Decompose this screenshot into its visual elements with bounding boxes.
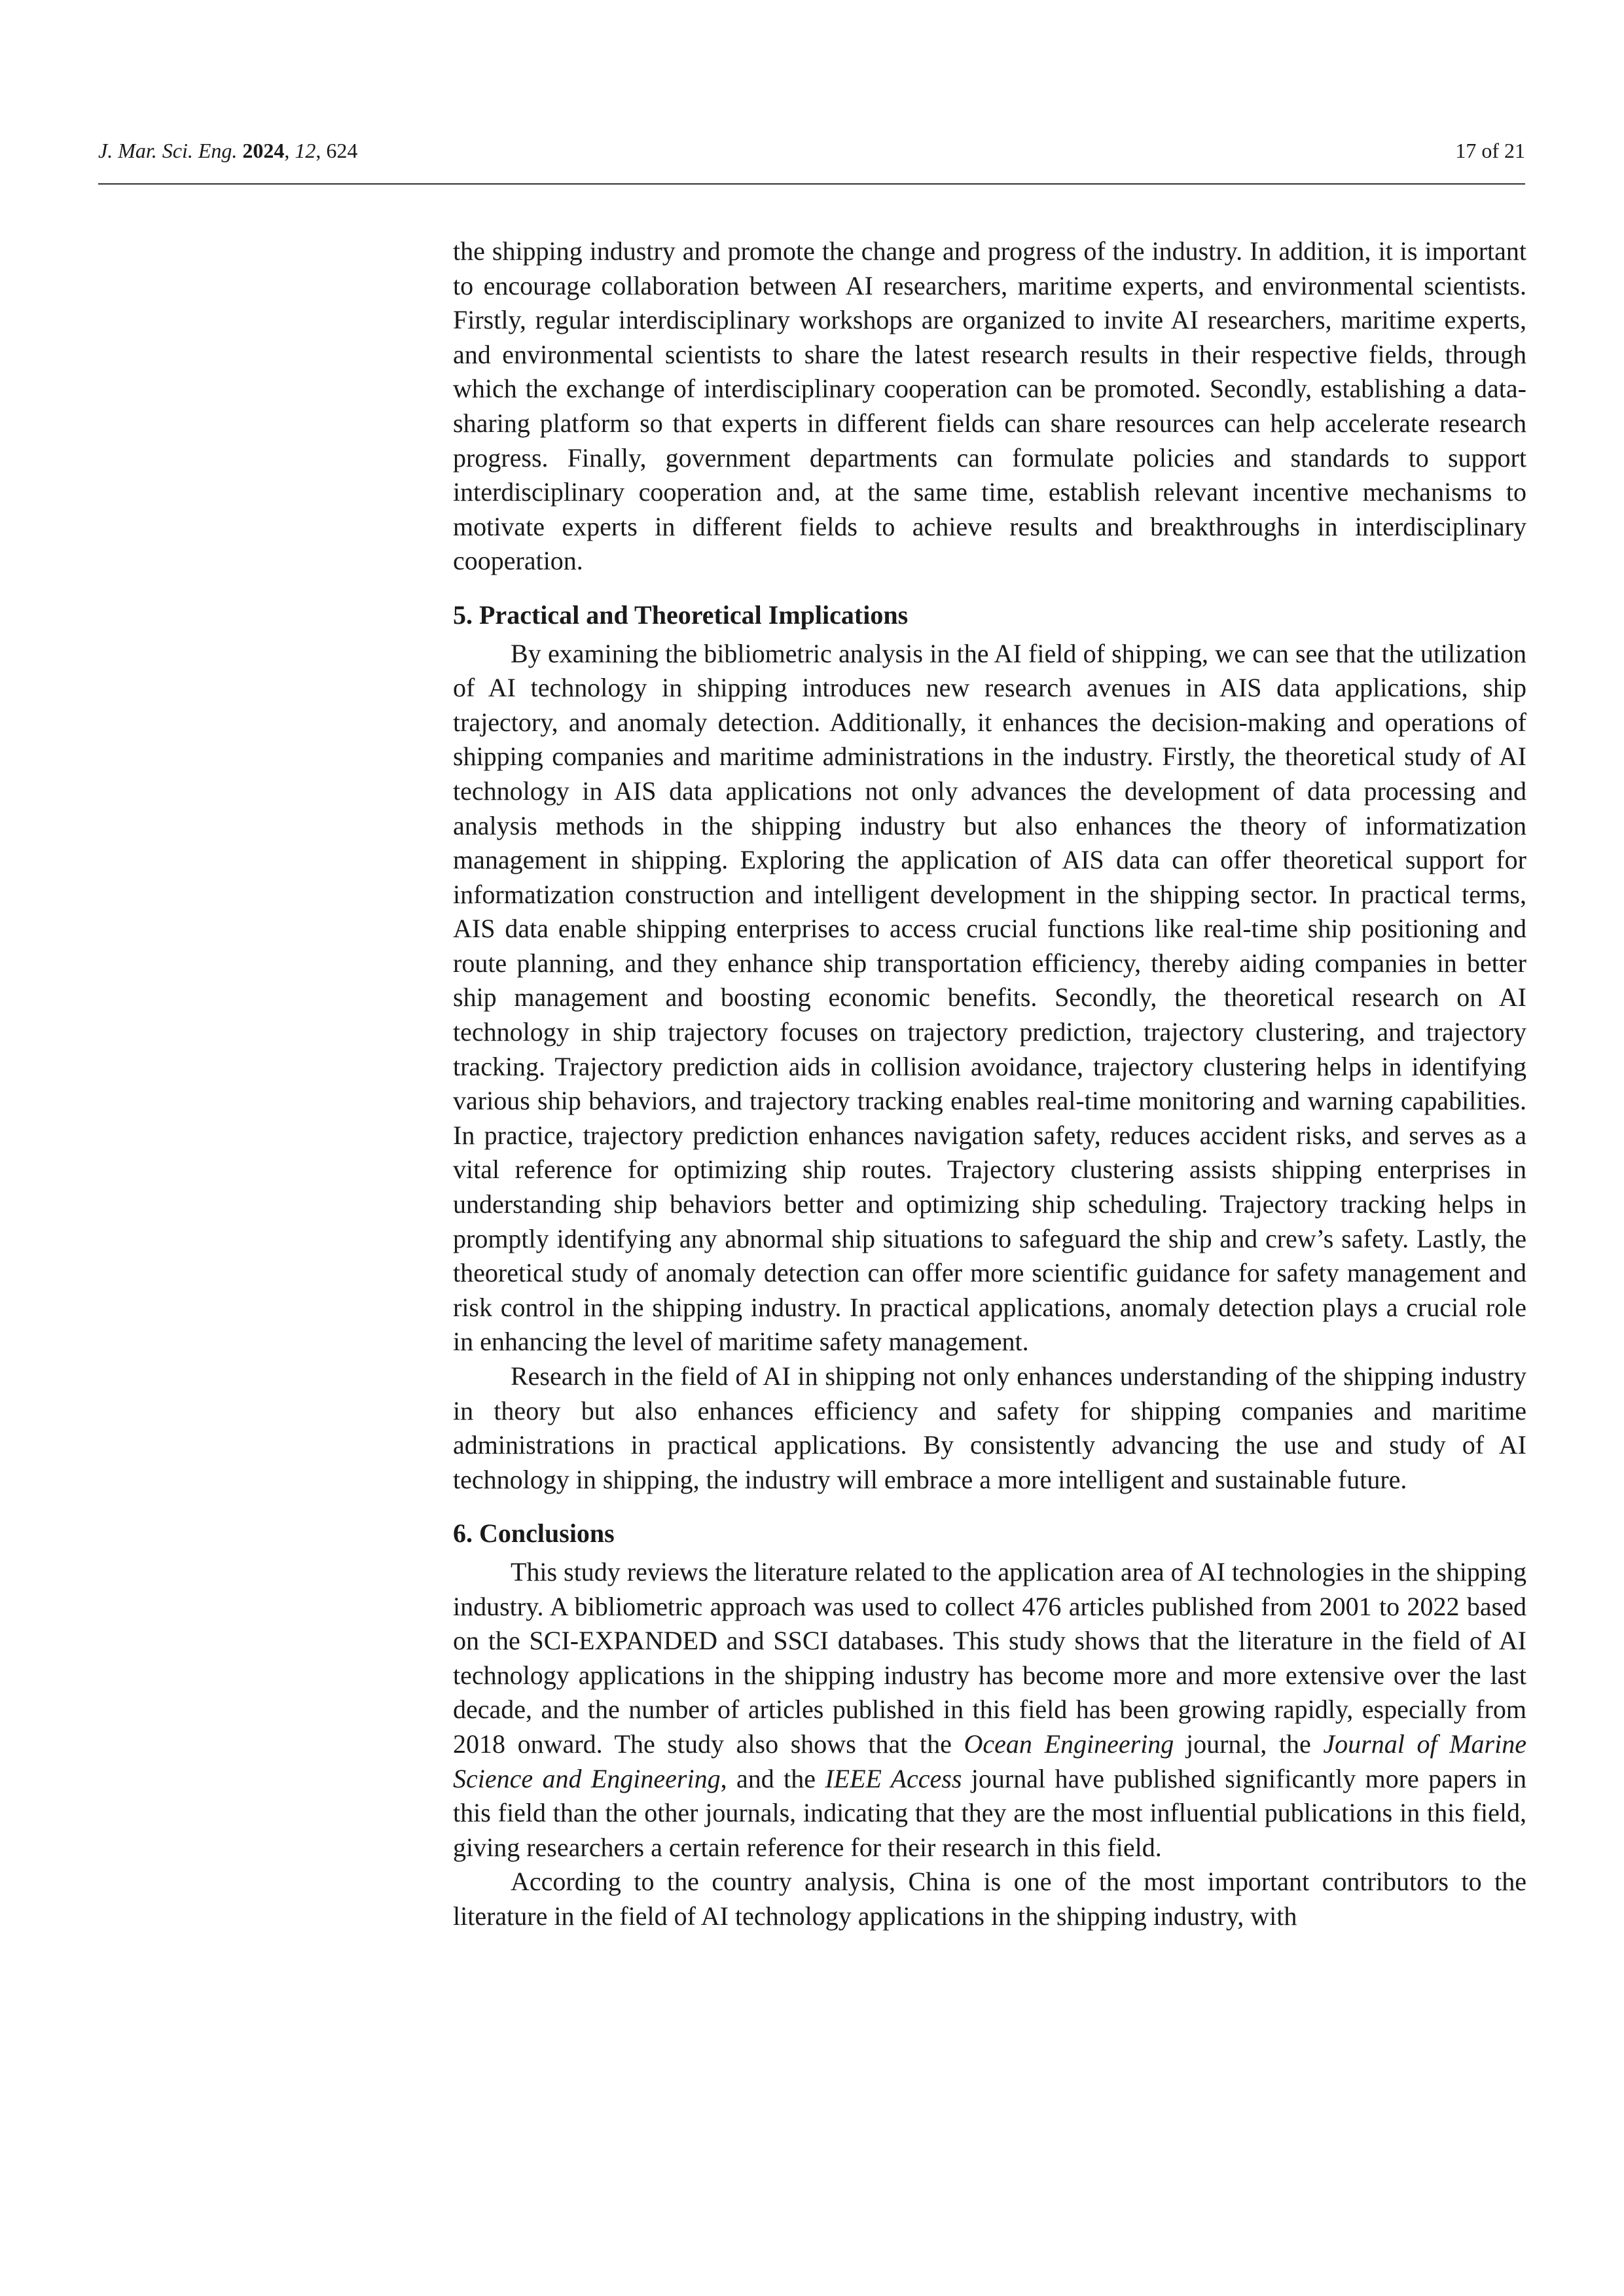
page-number: 17 of 21 [1455, 139, 1525, 162]
text-run: journal, the [1174, 1729, 1324, 1759]
section-heading-conclusions: 6. Conclusions [453, 1518, 615, 1549]
paragraph-implications-1: By examining the bibliometric analysis in the AI field of shipping, we can see that the utilization of AI technology in shipping introduces new research avenues in AIS data applications, ship trajectory, and anomaly detection. Additionally, it enhances the decision-making and operations of shipping companies and maritime administrations in the industry. Firstly, the theoretical study of AI technology in AIS data applications not only advances the development of data processing and analysis methods in the shipping industry but also enhances the theory of informatization management in shipping. Exploring the application of AIS data can offer theoretical support for informatization construction and intelligent development in the shipping sector. In practical terms, AIS data enable shipping enterprises to access crucial functions like real-time ship positioning and route planning, and they enhance ship transportation efficiency, thereby aiding companies in better ship management and boosting economic benefits. Secondly, the theoretical research on AI technology in ship trajectory focuses on trajectory prediction, trajectory clustering, and trajectory tracking. Trajectory prediction aids in collision avoidance, trajectory clustering helps in identifying various ship behaviors, and trajectory tracking enables real-time monitoring and warning capabilities. In practice, trajectory prediction enhances navigation safety, reduces accident risks, and serves as a vital reference for optimizing ship routes. Trajectory clustering assists shipping enterprises in understanding ship behaviors better and optimizing ship scheduling. Trajectory tracking helps in promptly identifying any abnormal ship situations to safeguard the ship and crew’s safety. Lastly, the theoretical study of anomaly detection can offer more scientific guidance for safety management and risk control in the shipping industry. In practical applications, anomaly detection plays a crucial role in enhancing the level of maritime safety management. [453, 638, 1526, 1357]
text-run: , and the [720, 1763, 825, 1793]
journal-citation [98, 139, 357, 163]
paragraph-conclusions-1 [453, 1555, 1526, 1865]
citation-separator: , [316, 139, 327, 162]
journal-title-ieee-access: IEEE Access [825, 1763, 962, 1793]
journal-title-jmse: Journal of Marine Science and Engineering [453, 1729, 1526, 1793]
paragraph-continuation: the shipping industry and promote the change and progress of the industry. In addition, it is important to encourage collaboration between AI researchers, maritime experts, and environmental scientists. Firstly, regular interdisciplinary workshops are organized to invite AI researchers, maritime experts, and environmental scientists to share the latest research results in their respective fields, through which the exchange of interdisciplinary cooperation can be promoted. Secondly, establishing a data-sharing platform so that experts in different fields can share resources can help accelerate research progress. Finally, government departments can formulate policies and standards to support interdisciplinary cooperation and, at the same time, establish relevant incentive mechanisms to motivate experts in different fields to achieve results and breakthroughs in interdisciplinary cooperation. [453, 236, 1526, 576]
text-run: journal have published significantly more papers in this field than the other journals, indicating that they are the most influential publications in this field, giving researchers a certain reference for their research in this field. [453, 1763, 1526, 1862]
text-run: This study reviews the literature related to the application area of AI technologies in the shipping industry. A bibliometric approach was used to collect 476 articles published from 2001 to 2022 based on the SCI-EXPANDED and SSCI databases. This study shows that the literature in the field of AI technology applications in the shipping industry has become more and more extensive over the last decade, and the number of articles published in this field has been growing rapidly, especially from 2018 onward. The study also shows that the [453, 1556, 1526, 1759]
journal-title-ocean-engineering: Ocean Engineering [964, 1729, 1174, 1759]
page-header [98, 131, 1525, 185]
journal-name: J. Mar. Sci. Eng. [98, 139, 238, 162]
journal-year: 2024 [242, 139, 285, 162]
citation-separator: , [284, 139, 295, 162]
paragraph-implications-2: Research in the field of AI in shipping not only enhances understanding of the shipping industry in theory but also enhances efficiency and safety for shipping companies and maritime administrations in practical applications. By consistently advancing the use and study of AI technology in shipping, the industry will embrace a more intelligent and sustainable future. [453, 1361, 1526, 1494]
journal-volume: 12 [295, 139, 316, 162]
main-text [453, 234, 1526, 1934]
paragraph-conclusions-2: According to the country analysis, China is one of the most important contributors to the literature in the field of AI technology applications in the shipping industry, with [453, 1867, 1526, 1931]
section-heading-implications: 5. Practical and Theoretical Implications [453, 600, 909, 630]
article-number: 624 [326, 139, 358, 162]
